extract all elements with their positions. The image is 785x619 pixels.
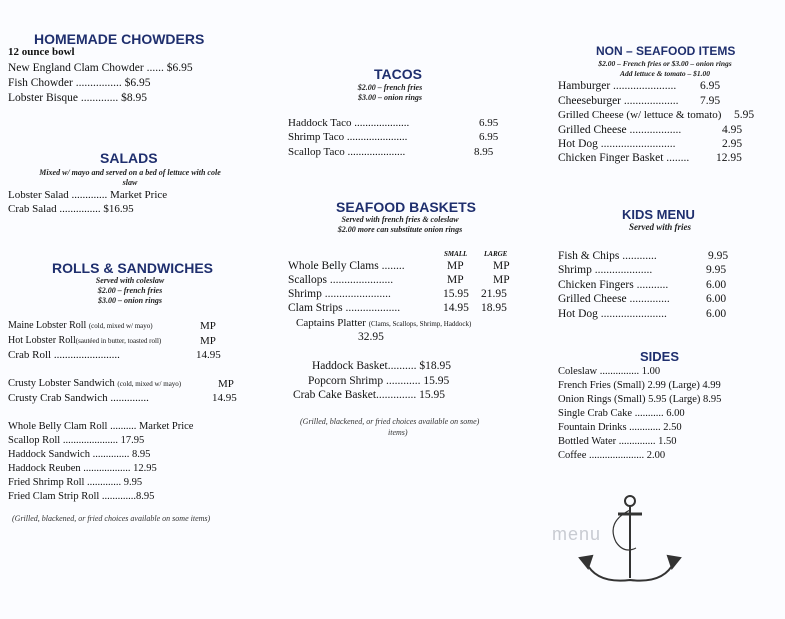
kids-price: 6.00 (706, 308, 727, 320)
nonseafood-item: Chicken Finger Basket ........ (558, 152, 690, 164)
basket-small-price: MP (447, 260, 464, 272)
taco-item: Scallop Taco ..................... (288, 146, 406, 158)
baskets-footnote: items) (388, 428, 408, 437)
roll-item: Crab Roll ........................ (8, 349, 120, 361)
baskets-subtitle: $2.00 more can substitute onion rings (337, 225, 463, 234)
roll-price: 14.95 (196, 349, 221, 361)
basket-large-price: 21.95 (481, 288, 507, 300)
roll-item: Maine Lobster Roll (cold, mixed w/ mayo) (8, 320, 153, 331)
kids-item: Shrimp .................... (558, 264, 653, 276)
watermark: menu (552, 524, 602, 544)
roll-item: Crusty Crab Sandwich .............. (8, 392, 149, 404)
chowders-bowl-size: 12 ounce bowl (8, 46, 75, 58)
roll-item: Fried Clam Strip Roll .............8.95 (8, 491, 155, 502)
taco-item: 6.95 (479, 131, 499, 143)
basket-small-price: 14.95 (443, 302, 469, 314)
nonseafood-price: 7.95 (700, 95, 721, 107)
nonseafood-price: 4.95 (722, 124, 743, 136)
nonseafood-price: 6.95 (700, 80, 721, 92)
roll-price: MP (200, 335, 216, 347)
side-item: Bottled Water .............. 1.50 (558, 436, 677, 447)
basket-item: Whole Belly Clams ........ (288, 260, 405, 272)
column-header-small: SMALL (444, 250, 468, 258)
column-header-large: LARGE (484, 250, 508, 258)
side-item: Coffee ..................... 2.00 (558, 450, 666, 461)
side-item: French Fries (Small) 2.99 (Large) 4.99 (558, 380, 721, 391)
side-item: Single Crab Cake ........... 6.00 (558, 408, 685, 419)
nonseafood-subtitle: Add lettuce & tomato – $1.00 (620, 69, 710, 78)
roll-price: 14.95 (212, 392, 237, 404)
tacos-subtitle: $2.00 – french fries (357, 83, 423, 92)
nonseafood-item: Grilled Cheese .................. (558, 124, 682, 136)
baskets-subtitle: Served with french fries & coleslaw (341, 215, 459, 224)
kids-price: 6.00 (706, 293, 727, 305)
basket-large-price: MP (493, 274, 510, 286)
roll-price: MP (218, 378, 234, 390)
roll-price: MP (200, 320, 216, 332)
salads-subtitle: Mixed w/ mayo and served on a bed of lettuce with cole (39, 168, 221, 177)
platter-price: 32.95 (358, 331, 384, 343)
baskets-footnote: (Grilled, blackened, or fried choices available on some) (300, 417, 480, 426)
roll-item: Scallop Roll ..................... 17.95 (8, 435, 145, 446)
kids-item: Grilled Cheese .............. (558, 293, 670, 305)
kids-item: Hot Dog ....................... (558, 308, 667, 320)
baskets-title: SEAFOOD BASKETS (336, 199, 477, 215)
taco-item: Haddock Taco .................... (288, 117, 410, 129)
kids-item: Fish & Chips ............ (558, 250, 657, 262)
salads-title: SALADS (100, 150, 158, 166)
basket-small-price: 15.95 (443, 288, 469, 300)
chowder-item: Fish Chowder ................ $6.95 (8, 77, 151, 89)
kids-item: Chicken Fingers ........... (558, 279, 669, 291)
nonseafood-item: Cheeseburger ................... (558, 95, 679, 107)
kids-price: 6.00 (706, 279, 727, 291)
basket-large-price: MP (493, 260, 510, 272)
kids-price: 9.95 (708, 250, 729, 262)
sides-title: SIDES (640, 349, 680, 364)
nonseafood-item: Grilled Cheese (w/ lettuce & tomato) (558, 109, 722, 121)
side-item: Coleslaw ............... 1.00 (558, 366, 661, 377)
rolls-title: ROLLS & SANDWICHES (52, 260, 213, 276)
roll-item: Haddock Reuben .................. 12.95 (8, 463, 157, 474)
chowder-item: Lobster Bisque ............. $8.95 (8, 92, 147, 104)
basket-item: Haddock Basket.......... $18.95 (312, 360, 451, 372)
roll-item: Whole Belly Clam Roll .......... Market Price (8, 421, 194, 432)
taco-item: Shrimp Taco ...................... (288, 131, 408, 143)
rolls-subtitle: Served with coleslaw (95, 276, 165, 285)
basket-item: Scallops ...................... (288, 274, 394, 286)
basket-large-price: 18.95 (481, 302, 507, 314)
rolls-footnote: (Grilled, blackened, or fried choices available on some items) (12, 514, 211, 523)
tacos-subtitle: $3.00 – onion rings (357, 93, 423, 102)
basket-item: Clam Strips ................... (288, 302, 401, 314)
nonseafood-price: 12.95 (716, 152, 742, 164)
roll-item: Fried Shrimp Roll ............. 9.95 (8, 477, 143, 488)
basket-small-price: MP (447, 274, 464, 286)
rolls-subtitle: $3.00 – onion rings (97, 296, 163, 305)
nonseafood-title: NON – SEAFOOD ITEMS (596, 44, 736, 58)
side-item: Onion Rings (Small) 5.95 (Large) 8.95 (558, 394, 722, 405)
basket-item: Crab Cake Basket.............. 15.95 (293, 389, 446, 401)
salads-subtitle: slaw (122, 178, 138, 187)
platter-item: Captains Platter (Clams, Scallops, Shrimp, Haddock) (296, 317, 472, 329)
nonseafood-item: Hot Dog .......................... (558, 138, 676, 150)
chowders-title: HOMEMADE CHOWDERS (34, 31, 205, 47)
nonseafood-price: 5.95 (734, 109, 755, 121)
kids-subtitle: Served with fries (629, 222, 691, 232)
roll-item: Crusty Lobster Sandwich (cold, mixed w/ mayo) (8, 378, 182, 389)
salad-item: Lobster Salad ............. Market Price (8, 189, 168, 201)
chowder-item: New England Clam Chowder ...... $6.95 (8, 62, 193, 74)
nonseafood-price: 2.95 (722, 138, 743, 150)
side-item: Fountain Drinks ............ 2.50 (558, 422, 682, 433)
roll-item: Haddock Sandwich .............. 8.95 (8, 449, 151, 460)
kids-title: KIDS MENU (622, 207, 695, 222)
rolls-subtitle: $2.00 – french fries (97, 286, 163, 295)
kids-price: 9.95 (706, 264, 727, 276)
basket-item: Popcorn Shrimp ............ 15.95 (308, 375, 450, 387)
tacos-title: TACOS (374, 66, 422, 82)
nonseafood-subtitle: $2.00 – French fries or $3.00 – onion rings (598, 59, 732, 68)
basket-item: Shrimp ....................... (288, 288, 391, 300)
taco-price: 6.95 (479, 117, 499, 129)
salad-item: Crab Salad ............... $16.95 (8, 203, 134, 215)
taco-price: 8.95 (474, 146, 494, 158)
roll-item: Hot Lobster Roll(sautéed in butter, toasted roll) (8, 335, 162, 346)
nonseafood-item: Hamburger ...................... (558, 80, 677, 92)
